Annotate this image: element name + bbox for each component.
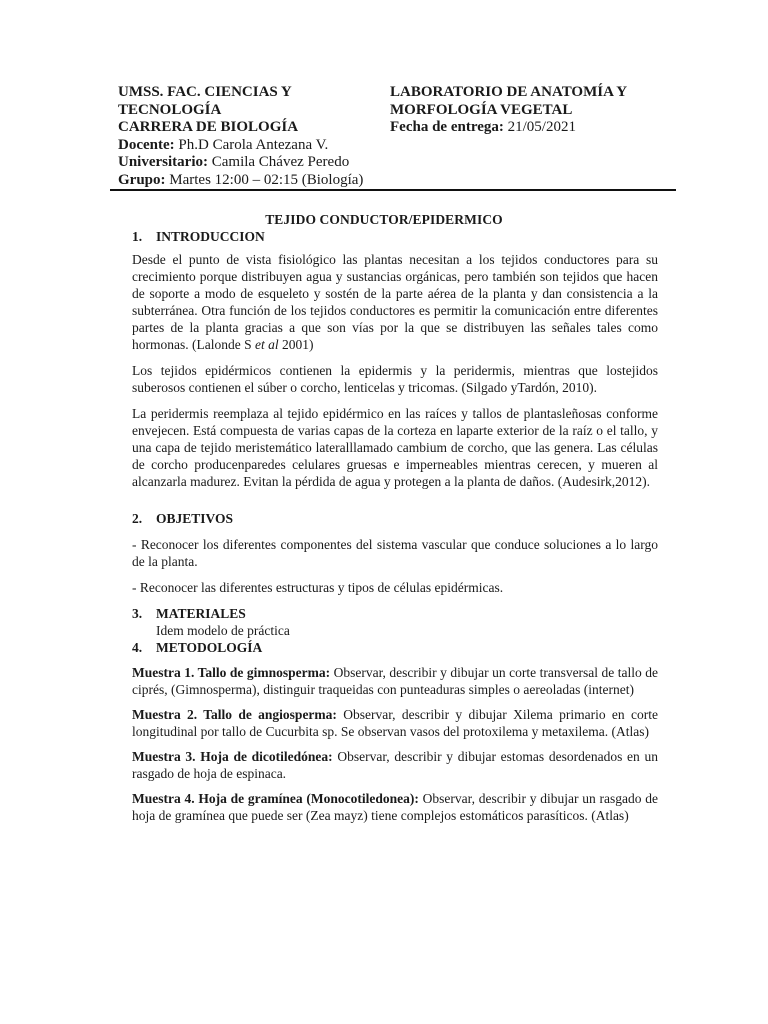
fecha-line — [390, 119, 670, 137]
header-divider — [110, 189, 676, 191]
muestra-text: Observar, describir y dibujar estomas desordenados en un rasgado de hoja de espinaca. — [132, 749, 658, 781]
career-line: CARRERA DE BIOLOGÍA — [118, 119, 299, 135]
universitario-label: Universitario: — [118, 154, 208, 170]
section-heading-materiales — [132, 605, 658, 622]
section-number: 1. — [132, 229, 143, 244]
muestra-item-1 — [132, 664, 658, 698]
muestra-text: Observar, describir y dibujar un corte transversal de tallo de ciprés, (Gimnosperma), distinguir traqueidas con punteaduras simples o aereoladas (internet) — [132, 665, 659, 697]
section-number: 3. — [132, 606, 143, 621]
universitario-line — [118, 154, 378, 172]
intro-p1-text: Desde el punto de vista fisiológico las plantas necesitan a los tejidos conductores para su crecimiento porque distribuyen agua y sustancias orgánicas, pero también son tejidos que hacen de soporte a modo de esqueleto y sostén de la parte aérea de la planta y dan consistencia a la subterránea. Otra función de los tejidos conductores es permitir la comunicación entre diferentes partes de la planta gracias a que son vías por la que se distribuyen las señales tales como hormonas. (Lalonde S — [132, 252, 658, 352]
intro-p1-end: 2001) — [278, 337, 314, 352]
docente-value: Ph.D Carola Antezana V. — [174, 136, 329, 153]
lab-title-line-1: LABORATORIO DE ANATOMÍA Y — [390, 84, 628, 100]
section-title: INTRODUCCION — [156, 229, 265, 244]
section-title: MATERIALES — [156, 606, 246, 621]
objetivo-2: - Reconocer las diferentes estructuras y tipos de células epidérmicas. — [132, 580, 504, 595]
document-title: TEJIDO CONDUCTOR/EPIDERMICO — [265, 212, 503, 227]
intro-paragraph-2: Los tejidos epidérmicos contienen la epidermis y la peridermis, mientras que lostejidos suberosos contienen el súber o corcho, lenticelas y tricomas. (Silgado yTardón, 2010). — [132, 363, 658, 395]
spacer — [132, 490, 658, 510]
section-number: 4. — [132, 640, 143, 655]
header-left — [118, 84, 378, 189]
docente-label: Docente: — [118, 136, 175, 153]
institution-line-2: TECNOLOGÍA — [118, 101, 222, 118]
lab-title-line-2: MORFOLOGÍA VEGETAL — [390, 101, 573, 118]
fecha-label: Fecha de entrega: — [390, 119, 504, 135]
section-heading-intro — [132, 228, 658, 245]
intro-paragraph-3: La peridermis reemplaza al tejido epidérmico en las raíces y tallos de plantasleñosas conforme envejecen. Está compuesta de varias capas de la corteza en laparte exterior de la raíz o el tallo, y una capa de tejido meristemático lateralllamado cambium de corcho, que las genera. Las células de corcho producenparedes celulares gruesas e imperneables mientras cerecen, y mueren al alcanzarla madurez. Evitan la pérdida de agua y protegen a la planta de daños. (Audesirk,2012). — [132, 406, 658, 489]
grupo-line — [118, 172, 378, 190]
section-number: 2. — [132, 511, 143, 526]
section-heading-objetivos — [132, 510, 658, 527]
intro-paragraph-1 — [132, 251, 658, 353]
universitario-value: Camila Chávez Peredo — [207, 154, 350, 170]
section-title: OBJETIVOS — [156, 511, 234, 526]
fecha-value: 21/05/2021 — [503, 119, 576, 135]
materiales-text: Idem modelo de práctica — [156, 623, 290, 638]
institution-line-1: UMSS. FAC. CIENCIAS Y — [118, 84, 292, 100]
section-heading-metodologia — [132, 639, 658, 656]
muestra-item-3 — [132, 748, 658, 782]
muestra-label: Muestra 3. Hoja de dicotiledónea: — [132, 749, 333, 764]
muestra-label: Muestra 2. Tallo de angiosperma: — [132, 707, 337, 722]
header-right — [390, 84, 670, 137]
intro-p1-italic: et al — [254, 337, 279, 352]
document-body — [132, 228, 658, 824]
grupo-label: Grupo: — [118, 171, 166, 188]
muestra-label: Muestra 4. Hoja de gramínea (Monocotiledonea): — [132, 791, 419, 806]
muestra-text: Observar, describir y dibujar Xilema primario en corte longitudinal por tallo de Cucurbita sp. Se observan vasos del protoxilema y metaxilema. (Atlas) — [132, 707, 658, 739]
muestra-text: Observar, describir y dibujar un rasgado de hoja de gramínea que puede ser (Zea mayz) tiene complejos estomáticos parasíticos. (Atlas) — [132, 791, 658, 823]
docente-line — [118, 137, 378, 155]
grupo-value: Martes 12:00 – 02:15 (Biología) — [165, 171, 364, 188]
section-title: METODOLOGÍA — [156, 640, 263, 655]
muestra-item-4 — [132, 790, 658, 824]
muestra-label: Muestra 1. Tallo de gimnosperma: — [132, 665, 331, 680]
muestra-item-2 — [132, 706, 658, 740]
objetivo-1: - Reconocer los diferentes componentes del sistema vascular que conduce soluciones a lo largo de la planta. — [132, 537, 658, 569]
